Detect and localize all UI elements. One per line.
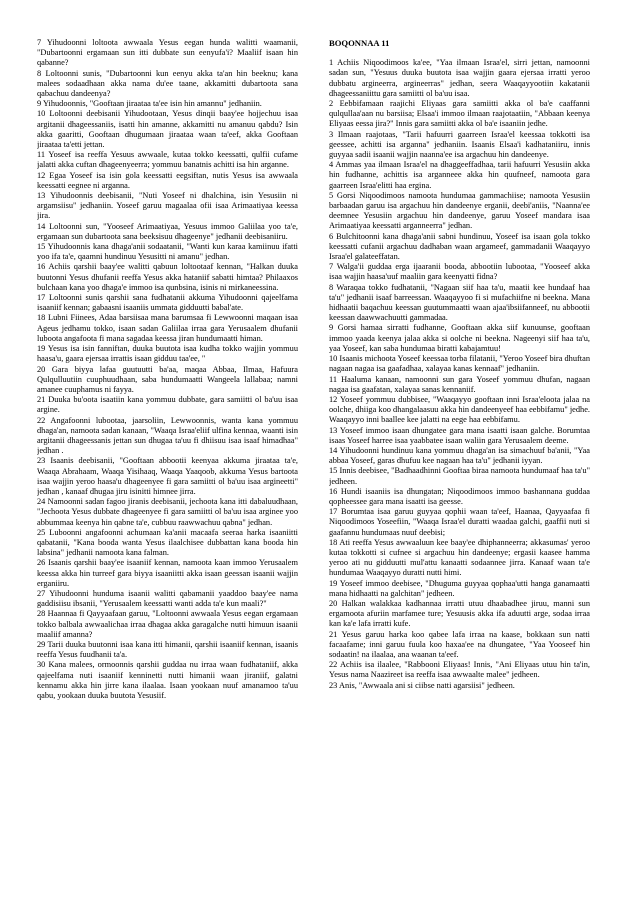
verse-paragraph: 26 Isaanis qarshii baay'ee isaaniif kennan, namoota kaan immoo Yerusaalem keessa akka hin turreef gara biyya isaaniitti akka isaan geessan isaanii wajjin erganiiru. bbox=[37, 558, 298, 588]
right-verses bbox=[329, 58, 590, 691]
verse-paragraph: 20 Halkan walakkaa kadhannaa irratti utuu dhaabadhee jiruu, manni sun ergamoota afuriin marfamee ture; Yesuusis akka ifa aduutti arge, sodaa irraa kan ka'e lafa irratti kufe. bbox=[329, 598, 590, 629]
verse-paragraph: 2 Eebbifamaan raajichi Eliyaas gara samiitti akka ol ba'e caaffanni qulqullaa'aan nu barsiisa; Elsaa'i immoo ilmaan raajotaatiin, "Abbaan keenya Eliyaas eessa jira?" Innis gara samiitti akka ol ba'e isaaniin jedhe. bbox=[329, 99, 590, 129]
verse-paragraph: 22 Achiis isa ilaalee, "Rabbooni Eliyaas! Innis, "Ani Eliyaas utuu hin ta'in, Yesus nama Naazireet isa reeffa isaa awwaalte malee" jedheen. bbox=[329, 660, 590, 680]
verse-paragraph: 30 Kana malees, ormoonnis qarshii guddaa nu irraa waan fudhataniif, akka qajeelfama nuti isaaniif kenninetti nutti himanii waan jiraniif, galatni kennamu akka hin jirre kana ilaalaa. Isaan yookaan nuuf amanamoo ta'uu qabu, yookaan duuka buutota Yesusiif. bbox=[37, 660, 298, 700]
verse-paragraph: 27 Yihudoonni hunduma isaanii walitti qabamanii yaaddoo baay'ee nama gaddisiisu ibsanii, "Yerusaalem keessatti wanti adda ta'e kun maali?" bbox=[37, 588, 298, 609]
verse-paragraph: 1 Achiis Niqoodimoos ka'ee, "Yaa ilmaan Israa'el, sirri jettan, namoonni sadan sun, "Yesuus duuka buutota isaa wajjin gaara ejersaa irratti yeroo dubbatu argineerra, argineerras" jedhan, seera Waaqayyootiin kakatanii dhageessaniittu gara samiitti ol ba'uu isaa. bbox=[329, 58, 590, 98]
verse-paragraph: 8 Loltoonni sunis, "Dubartoonni kun eenyu akka ta'an hin beeknu; kana malees sodaadhaan akka nama du'ee taane, akkamitti dubartoota sana qabachuu dandeenya? bbox=[37, 68, 298, 99]
verse-paragraph: 13 Yihudoonnis deebisanii, "Nuti Yoseef ni dhalchina, isin Yesusiin ni argamsiisu" jedhaniin. Yoseef garuu magaalaa ofii isaa Arimaatiyaa keessa jira. bbox=[37, 191, 298, 221]
verse-paragraph: 7 Walga'ii guddaa erga ijaaranii booda, abbootiin lubootaa, "Yooseef akka isaa wajjin haasa'uuf maaliin gara keenyatti fidna? bbox=[329, 262, 590, 282]
verse-paragraph: 9 Gorsi hamaa sirratti fudhanne, Gooftaan akka siif kunuunse, gooftaan immoo yaada keenya jalaa akka si oolche ni beekna. Nageenyi siif haa ta'u, yaa Yoseef, kan saba hundumaa biratti kabajamtuu! bbox=[329, 323, 590, 353]
verse-paragraph: 10 Loltoonni deebisanii Yihudootaan, Yesus dinqii baay'ee hojjechuu isaa argitanii dhageessaniis, isatti hin amanne, akkamitti nu amanuu qabdu? Isin akka gaaritti, Gooftaan dhugumaan jiraataa waan ta'eef, akka Gooftaan jiraataa ta'etti jettan. bbox=[37, 109, 298, 150]
verse-paragraph: 19 Yesus isa isin fanniftan, duuka buutota isaa kudha tokko wajjin yommuu haasa'u, gaara ejersaa irrattis isaan gidduu taa'ee, " bbox=[37, 344, 298, 364]
verse-paragraph: 22 Angafoonni lubootaa, jaarsoliin, Lewwoonnis, wanta kana yommuu dhaga'an, namoota sadan kanaan, "Waaqa Israa'eliif ulfina kennaa, waanti isin argitanii dhageessanis jettan sun dhugaa ta'uu fi dhiisuu isaa isaaf himadhaa" jedhan . bbox=[37, 415, 298, 456]
verse-paragraph: 24 Namoonni sadan fagoo jiranis deebisanii, jechoota kana itti dabaluudhaan, "Jechoota Yesus dubbate dhageenyee fi gara samiitti ol ba'uu isaa arginee yoo abbummaa keenya hin qabne ta'e, cubbuu raawwachuu qabna" jedhan. bbox=[37, 497, 298, 527]
verse-paragraph: 17 Loltoonni sunis qarshii sana fudhatanii akkuma Yihudoonni qajeelfama isaaniif kennan; gabaasni isaaniis ummata gidduutti babal'ate. bbox=[37, 293, 298, 313]
verse-paragraph: 12 Yoseef yommuu dubbisee, "Waaqayyo gooftaan inni Israa'eloota jalaa na oolche, dhiiga koo dhangalaasuu akka hin dandeenyeef haa eebbifamu" jedhe. Waaqayyo inni baallee kee jalatti na eege haa eebbifamu. bbox=[329, 394, 590, 425]
verse-paragraph: 17 Borumtaa isaa garuu guyyaa qophii waan ta'eef, Haanaa, Qayyaafaa fi Niqoodimoos Yoseefiin, "Waaqa Israa'el duratti waadaa galchi, gaaffii nuti si gaafannu hundumaas nuuf deebisi; bbox=[329, 507, 590, 537]
verse-paragraph: 15 Yihudoonnis kana dhaga'anii sodaatanii, "Wanti kun karaa kamiinuu ifatti yoo ifa ta'e, qaamni hundinuu Yesusitti ni amanu" jedhan. bbox=[37, 242, 298, 262]
verse-paragraph: 20 Gara biyya lafaa guutuutti ba'aa, maqaa Abbaa, Ilmaa, Hafuura Qulqulluutiin cuuphuudhaan, saba hundumaatti Wangeela lallabaa; namni amanee cuuphamus ni fayya. bbox=[37, 364, 298, 394]
verse-paragraph: 16 Achiis qarshii baay'ee walitti qabuun loltootaaf kennan, "Halkan duuka buutonni Yesus dhufanii reeffa Yesus akka hataniif sabatti himtaa? Philaaxos bulchaan kana yoo dhaga'e immoo isa qunbsina, isinis ni mirkaneessina. bbox=[37, 262, 298, 292]
verse-paragraph: 19 Yoseef immoo deebisee, "Dhuguma guyyaa qophaa'utti hanga ganamaatti mana hidhaatti na galchitan" jedheen. bbox=[329, 578, 590, 598]
verse-paragraph: 11 Haaluma kanaan, namoonni sun gara Yoseef yommuu dhufan, nagaan nagaa isa gaafatan, xalayaa sanas kennaniif. bbox=[329, 374, 590, 394]
verse-paragraph: 7 Yihudoonni loltoota awwaala Yesus eegan hunda walitti waamanii, "Dubartoonni ergamaan sun itti dubbate sun eenyufa'i? Maaliif isaan hin qabanne? bbox=[37, 38, 298, 68]
verse-paragraph: 4 Ammas yaa ilmaan Israa'el na dhaggeeffadhaa, tarii hafuurri Yesusiin akka hin fudhanne, achittis isa arganneee akka hin quufneef, namoota gara gaarreen Israa'elitti haa ergina. bbox=[329, 160, 590, 190]
verse-paragraph: 10 Isaanis michoota Yoseef keessaa torba filatanii, "Yeroo Yoseef bira dhuftan nagaan nagaa isa gaafadhaa, xalayaa kanas kennaaf" jedhaniin. bbox=[329, 354, 590, 374]
verse-paragraph: 9 Yihudoonnis, "Gooftaan jiraataa ta'ee isin hin amannu" jedhaniin. bbox=[37, 99, 262, 109]
verse-paragraph: 21 Yesus garuu harka koo qabee lafa irraa na kaase, bokkaan sun natti facaafame; inni garuu fuula koo haxaa'ee na dhungatee, "Yaa Yooseef hin sodaatin! na ilaalaa, ana waanan ta'eef. bbox=[329, 629, 590, 659]
verse-paragraph: 25 Luboonni angafoonni achumaan ka'anii macaafa seeraa harka isaaniitti qabatanii, "Kana booda wanta Yesus ilaalchisee dubbattan kana booda hin labsina" jedhanii namoota kana falman. bbox=[37, 527, 298, 558]
verse-paragraph: 21 Duuka bu'oota isaatiin kana yommuu dubbate, gara samiitti ol ba'uu isaa argine. bbox=[37, 395, 298, 415]
verse-paragraph: 28 Haannaa fi Qayyaafaan garuu, "Loltoonni awwaala Yesus eegan ergamaan tokko balbala awwaalichaa irraa dhagaa akka garagalche nutti himuun isaanii maaliif amanna? bbox=[37, 609, 298, 639]
verse-paragraph: 18 Lubni Fiinees, Adaa barsiisaa mana barumsaa fi Lewwoonni maqaan isaa Ageus jedhamu tokko, isaan sadan Galiilaa irraa gara Yerusaalem dhufanii luboota angafoota fi mana sagadaa keessa jiran hundumaatti himan. bbox=[37, 313, 298, 343]
verse-paragraph: 11 Yoseef isa reeffa Yesuus awwaale, kutaa tokko keessatti, qulfii cufame jalatti akka cuftan dhageenyeerra; yommuu banatnis achitti isa hin arganne. bbox=[37, 150, 298, 170]
chapter-heading: BOQONNAA 11 bbox=[329, 38, 390, 48]
verse-paragraph: 23 Isaanis deebisanii, "Gooftaan abbootii keenyaa akkuma jiraataa ta'e, Waaqa Abrahaam, Waaqa Yisihaaq, Waaqa Yaaqoob, akkuma Yesus bartoota isaa wajjin yeroo haasa'u dhageenyee fi gara samiitti ol ba'uu isaa argineetti" jedhan , kanaaf dhugaa jiru isinitti himnee jirra. bbox=[37, 456, 298, 496]
verse-paragraph: 29 Tarii duuka buutonni isaa kana itti himanii, qarshii isaaniif kennan, isaanis reeffa Yesus fuudhanii ta'a. bbox=[37, 639, 298, 660]
verse-paragraph: 16 Hundi isaaniis isa dhungatan; Niqoodimoos immoo bashannana guddaa qopheessee gara mana isaatti isa geesse. bbox=[329, 486, 590, 506]
verse-paragraph: 12 Egaa Yoseef isa isin gola keessatti eegsiftan, nutis Yesus isa awwaala keessatti eegnee ni arganna. bbox=[37, 170, 298, 190]
verse-paragraph: 5 Gorsi Niqoodimoos namoota hundumaa gammachiise; namoota Yesusiin barbaadan garuu isa argachuu hin dandeenye erganii, deebi'aniis, "Naanna'ee deemnee Yesusiin argachuu hin dandeenye, garuu Yoseef mandara isaa Arimaatiyaa keessatti arganneerra" jedhan. bbox=[329, 190, 590, 231]
verse-paragraph: 14 Loltoonni sun, "Yooseef Arimaatiyaa, Yesuus immoo Galiilaa yoo ta'e, ergamaan sun dubartoota sana beeksisuu dhageenye" jedhanii deebisaniiru. bbox=[37, 221, 298, 241]
verse-paragraph: 13 Yoseef immoo isaan dhungatee gara mana isaatti isaan galche. Borumtaa isaas Yoseef harree isaa yaabbatee isaan waliin gara Yerusaalem deeme. bbox=[329, 425, 590, 445]
right-text-column bbox=[329, 38, 590, 864]
verse-paragraph: 8 Waraqaa tokko fudhatanii, "Nagaan siif haa ta'u, maatii kee hundaaf haa ta'u" jedhanii isaaf barreessan. Waaqayyoo fi si mufachiifne ni beekna. Mana hidhaatii baqachuu keessan guutummaatti waan ajaa'ibsiifanneef, nu abbootii keessan daawwachuutti gammadaa. bbox=[329, 282, 590, 323]
left-text-column bbox=[37, 38, 298, 864]
verse-paragraph: 18 Ati reeffa Yesus awwaaluun kee baay'ee dhiphanneerra; akkasumas' yeroo kutaa tokkotti si cufnee si argachuu hin dandeenye; ergasii kaasee hamma yeroo ati nu gidduutti mul'attu kanaatti sodaannee jirra. Kanaaf waan ta'e hundumaa Waaqayyo duratti nutti himi. bbox=[329, 537, 590, 578]
verse-paragraph: 15 Innis deebisee, "Badhaadhinni Gooftaa biraa namoota hundumaaf haa ta'u" jedheen. bbox=[329, 466, 590, 486]
verse-paragraph: 23 Anis, "Awwaala ani si ciibse natti agarsiisi" jedheen. bbox=[329, 680, 515, 690]
verse-paragraph: 6 Bulchitoonni kana dhaga'anii sabni hundinuu, Yoseef isa isaan gola tokko keessatti cufanii argachuu dadhaban waan argameef, gammadanii Waaqayyo Israa'el galateeffatan. bbox=[329, 231, 590, 262]
verse-paragraph: 14 Yihudoonni hundinuu kana yommuu dhaga'an isa simachuuf ba'anii, "Yaa abbaa Yoseef, garas dhufuu kee nagaan haa ta'u" jedhanii iyyan. bbox=[329, 445, 590, 466]
verse-paragraph: 3 Ilmaan raajotaas, "Tarii hafuurri gaarreen Israa'el keessaa tokkotti isa geessee, achitti isa arganna" jedhaniin. Isaanis Elsaa'i kadhataniiru, innis guyyaa sadii isaanii wajjin naanna'ee isa argachuu hin dandeenye. bbox=[329, 129, 590, 160]
